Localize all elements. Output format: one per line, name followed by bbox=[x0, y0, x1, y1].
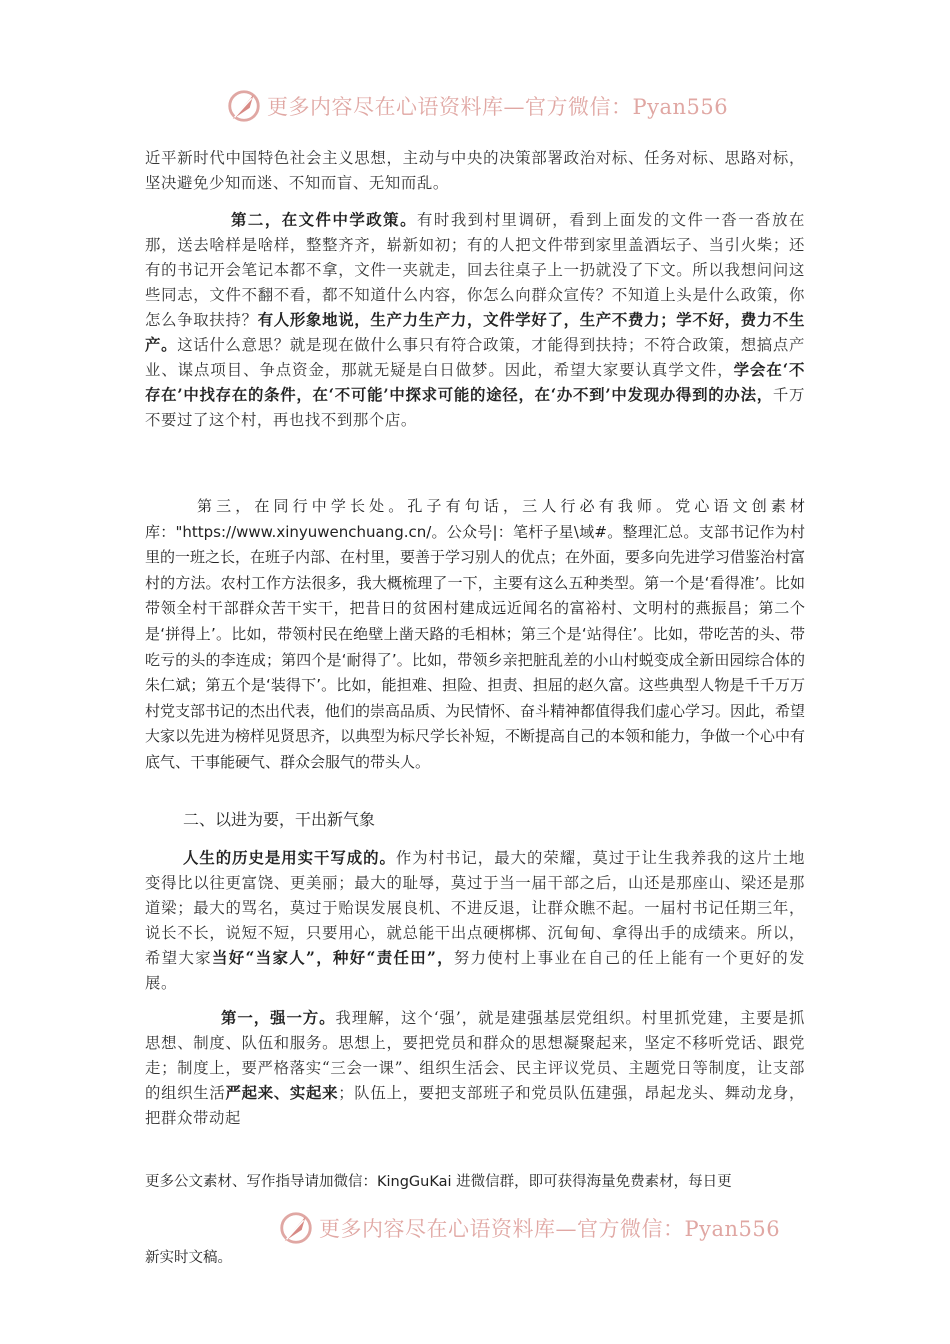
watermark-footer bbox=[277, 1208, 797, 1248]
bold-lead: 人生的历史是用实干写成的。 bbox=[183, 849, 396, 867]
quill-logo-icon bbox=[225, 87, 263, 125]
paragraph-text: ；队伍上，要把支部班子和党员队伍建强，昂起龙头、舞动龙身，把群众带动起 bbox=[145, 1084, 805, 1127]
section-heading: 二、以进为要，干出新气象 bbox=[183, 810, 376, 829]
footer-note-continued: 新实时文稿。 bbox=[145, 1250, 232, 1266]
bold-lead: 第一，强一方。 bbox=[221, 1009, 336, 1027]
bold-text: 学会在‘不存在’中找存在的条件，在‘不可能’中探求可能的途径，在‘办不到’中发现办得到的办法， bbox=[145, 361, 806, 404]
paragraph-text: 我理解，这个‘强’，就是建强基层党组织。村里抓党建，主要是抓思想、制度、队伍和服务。思想上，要把党员和群众的思想凝聚起来，坚定不移听党话、跟党走；制度上，要严格落实“三会一课”、组织生活会、民主评议党员、主题党日等制度，让支部的组织生活 bbox=[145, 1009, 805, 1102]
paragraph-text: 努力使村上事业在自己的任上能有一个更好的发展。 bbox=[145, 949, 805, 992]
watermark-header bbox=[225, 86, 745, 126]
bold-lead: 第二，在文件中学政策。 bbox=[231, 211, 417, 229]
watermark-text: 更多内容尽在心语资料库—官方微信：Pyan556 bbox=[319, 1217, 781, 1241]
bold-text: 当好“当家人”，种好“责任田”， bbox=[212, 949, 454, 967]
paragraph-text: 作为村书记，最大的荣耀，莫过于让生我养我的这片土地变得比以往更富饶、更美丽；最大的耻辱，莫过于当一届干部之后，山还是那座山、梁还是那道梁；最大的骂名，莫过于贻误发展良机、不进反退，让群众瞧不起。一届村书记任期三年，说长不长，说短不短，只要用心，就总能干出点硬梆梆、沉甸甸、拿得出手的成绩来。所以，希望大家 bbox=[145, 849, 805, 967]
bold-text: 有人形象地说，生产力生产力，文件学好了，生产不费力；学不好，费力不生产。 bbox=[145, 311, 805, 354]
paragraph-text: 这话什么意思？就是现在做什么事只有符合政策，才能得到扶持；不符合政策，想搞点产业、谋点项目、争点资金，那就无疑是白日做梦。因此，希望大家要认真学文件， bbox=[145, 336, 805, 379]
paragraph-3 bbox=[145, 494, 805, 776]
footer-note: 更多公文素材、写作指导请加微信：KingGuKai 进微信群，即可获得海量免费素材，每日更 bbox=[145, 1174, 732, 1190]
paragraph-text: 千万不要过了这个村，再也找不到那个店。 bbox=[145, 386, 805, 429]
paragraph-text: 有时我到村里调研，看到上面发的文件一沓一沓放在那，送去啥样是啥样，整整齐齐，崭新如初；有的人把文件带到家里盖酒坛子、当引火柴；还有的书记开会笔记本都不拿，文件一夹就走，回去往桌子上一扔就没了下文。所以我想问问这些同志，文件不翻不看，都不知道什么内容，你怎么向群众宣传？不知道上头是什么政策，你怎么争取扶持？ bbox=[145, 211, 805, 329]
paragraph-2 bbox=[145, 208, 805, 433]
watermark-text: 更多内容尽在心语资料库—官方微信：Pyan556 bbox=[267, 95, 729, 119]
paragraph-1 bbox=[145, 146, 805, 196]
paragraph-text: 近平新时代中国特色社会主义思想，主动与中央的决策部署政治对标、任务对标、思路对标，坚决避免少知而迷、不知而盲、无知而乱。 bbox=[145, 149, 805, 192]
paragraph-text: 第三，在同行中学长处。孔子有句话，三人行必有我师。党心语文创素材库："https://www.xinyuwenchuang.cn/。公众号|：笔杆子星\域#。整理汇总。支部书记作为村里的一班之长，在班子内部、在村里，要善于学习别人的优点；在外面，要多向先进学习借鉴治村富村的方法。农村工作方法很多，我大概梳理了一下，主要有这么五种类型。第一个是‘看得准’。比如带领全村干部群众苦干实干，把昔日的贫困村建成远近闻名的富裕村、文明村的燕振昌；第二个是‘拼得上’。比如，带领村民在绝壁上凿天路的毛相林；第三个是‘站得住’。比如，带吃苦的头、带吃亏的头的李连成；第四个是‘耐得了’。比如，带领乡亲把脏乱差的小山村蜕变成全新田园综合体的朱仁斌；第五个是‘装得下’。比如，能担难、担险、担责、担屈的赵久富。这些典型人物是千千万万村党支部书记的杰出代表，他们的崇高品质、为民情怀、奋斗精神都值得我们虚心学习。因此，希望大家以先进为榜样见贤思齐，以典型为标尺学长补短，不断提高自己的本领和能力，争做一个心中有底气、干事能硬气、群众会服气的带头人。 bbox=[145, 497, 806, 771]
paragraph-4 bbox=[145, 846, 805, 996]
bold-text: 严起来、实起来 bbox=[225, 1084, 339, 1102]
quill-logo-icon bbox=[277, 1209, 315, 1247]
paragraph-5 bbox=[145, 1006, 805, 1131]
